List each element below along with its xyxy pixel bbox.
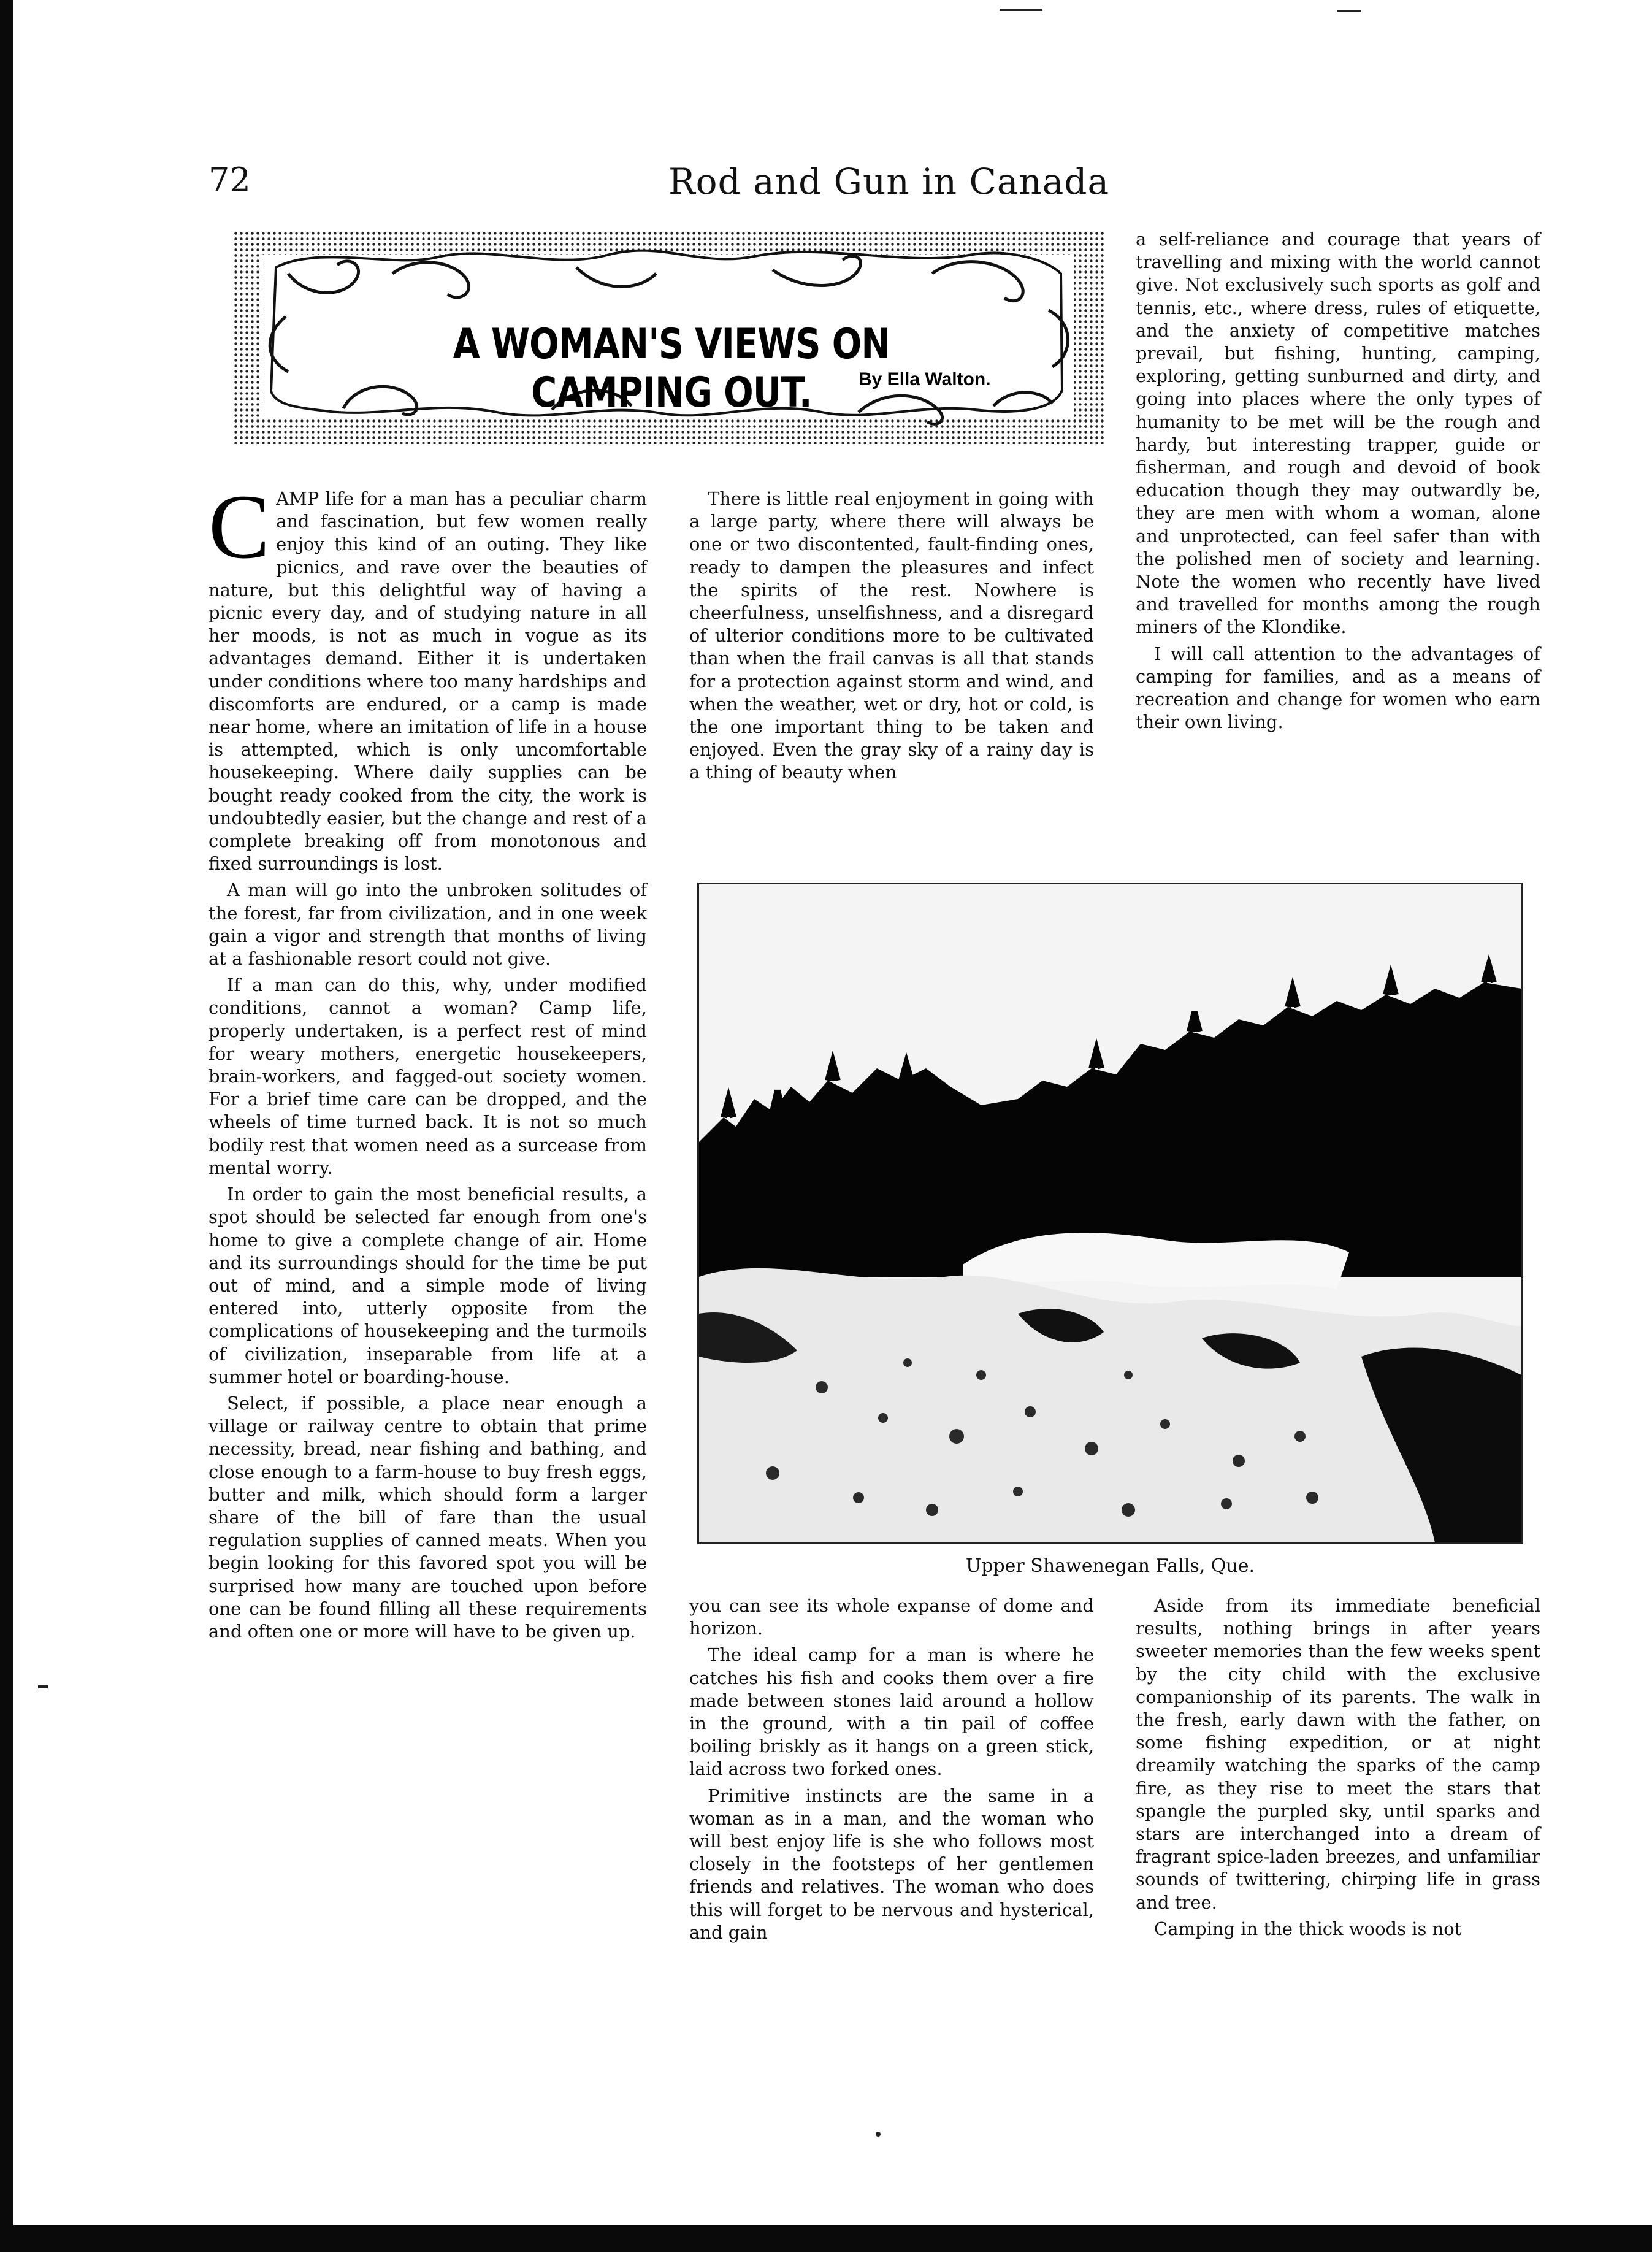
paragraph: Select, if possible, a place near enough a village or railway centre to obtain that prime necessity, bread, near fishing and bathing, and close enough to a farm-house to buy fresh eggs, butter and milk, which should form a larger share of the bill of fare than the usual regulation supplies of canned meats. When you begin looking for this favored spot you will be surprised how many are touched upon before one can be found filling all these requirements and often one or more will have to be given up. — [208, 1392, 647, 1642]
paragraph: Camping in the thick woods is not — [1154, 1918, 1462, 1939]
scan-left-border — [0, 0, 13, 2252]
paragraph: The ideal camp for a man is where he catches his fish and cooks them over a fire made between stones laid around a hollow in the ground, with a tin pail of coffee boiling briskly as it hangs on a green stick, laid across two forked ones. — [689, 1644, 1094, 1780]
running-title: Rod and Gun in Canada — [668, 161, 1110, 202]
column-3-top — [1136, 228, 1540, 737]
scan-bottom-border — [0, 2225, 1652, 2252]
photo-image — [699, 884, 1521, 1542]
paragraph: In order to gain the most beneficial results, a spot should be selected far enough from one's home to give a complete change of air. Home and its surroundings should for the time be put out of mind, and a simple mode of living entered into, utterly opposite from the complications of housekeeping and the turmoils of civilization, inseparable from life at a summer hotel or boarding-house. — [208, 1184, 647, 1387]
paragraph: If a man can do this, why, under modified conditions, cannot a woman? Camp life, properly undertaken, is a perfect rest of mind for weary mothers, energetic housekeepers, brain-workers, and fagged-out society women. For a brief time care can be dropped, and the wheels of time turned back. It is not so much bodily rest that women need as a surcease from mental worry. — [208, 975, 647, 1178]
paragraph: A man will go into the unbroken solitudes of the forest, far from civilization, and in one week gain a vigor and strength that months of living at a fashionable resort could not give. — [208, 879, 647, 970]
margin-mark — [38, 1685, 48, 1688]
title-banner — [233, 231, 1104, 444]
photo-caption: Upper Shawenegan Falls, Que. — [965, 1555, 1255, 1577]
paragraph: you can see its whole expanse of dome and horizon. — [689, 1595, 1094, 1639]
paragraph: a self-reliance and courage that years of travelling and mixing with the world cannot give. Not exclusively such sports as golf and tennis, etc., where dress, rules of etiquette, and the anxiety of competitive matches prevail, but fishing, hunting, camping, exploring, getting sunburned and dirty, and going into places where the only types of humanity to be met will be the rough and hardy, but interesting trapper, guide or fisherman, and rough and devoid of book education though they may outwardly be, they are men with whom a woman, alone and unprotected, can feel safer than with the polished men of society and learning. Note the women who recently have lived and travelled for months among the rough miners of the Klondike. — [1136, 229, 1540, 638]
column-1 — [208, 476, 647, 1647]
scan-mark — [1000, 9, 1042, 11]
article-title: A WOMAN'S VIEWS ON CAMPING OUT. — [453, 320, 890, 417]
column-3-bottom — [1136, 1595, 1540, 1944]
article-byline: By Ella Walton. — [859, 369, 991, 389]
paragraph — [208, 476, 647, 875]
paragraph-text: AMP life for a man has a peculiar charm and fascination, but few women really enjoy this kind of an outing. They like picnics, and rave over the beauties of nature, but this delightful way of having a picnic every day, and of studying nature in all her moods, is not as much in vogue as its advantages demand. Either it is undertaken under conditions where too many hardships and discomforts are endured, or a camp is made near home, where an imitation of life in a house is attempted, which is only uncomfortable housekeeping. Where daily supplies can be bought ready cooked from the city, the work is undoubtedly easier, but the change and rest of a complete breaking off from monotonous and fixed surroundings is lost. — [208, 488, 647, 875]
page-number: 72 — [208, 161, 251, 199]
margin-dot — [876, 2132, 881, 2137]
waterfall-photo — [697, 883, 1523, 1544]
drop-cap: C — [208, 476, 270, 578]
scan-mark — [1337, 10, 1361, 12]
paragraph: There is little real enjoyment in going with a large party, where there will always be one or two discontented, fault-finding ones, ready to dampen the pleasures and infect the spirits of the rest. Nowhere is cheerfulness, unselfishness, and a disregard of ulterior conditions more to be cultivated than when the frail canvas is all that stands for a protection against storm and wind, and when the weather, wet or dry, hot or cold, is the one important thing to be taken and enjoyed. Even the gray sky of a rainy day is a thing of beauty when — [689, 488, 1094, 783]
column-2-top — [689, 488, 1094, 788]
paragraph: I will call attention to the advantages of camping for families, and as a means of recreation and change for women who earn their own living. — [1136, 643, 1540, 733]
paragraph: Primitive instincts are the same in a woman as in a man, and the woman who will best enjoy life is she who follows most closely in the footsteps of her gentlemen friends and relatives. The woman who does this will forget to be nervous and hysterical, and gain — [689, 1785, 1094, 1943]
paragraph: Aside from its immediate beneficial results, nothing brings in after years sweeter memories than the few weeks spent by the city child with the exclusive companionship of its parents. The walk in the fresh, early dawn with the father, on some fishing expedition, or at night dreamily watching the sparks of the camp fire, as they rise to meet the stars that spangle the purpled sky, until sparks and stars are interchanged into a dream of fragrant spice-laden breezes, and unfamiliar sounds of twittering, chirping life in grass and tree. — [1136, 1595, 1540, 1913]
column-2-bottom — [689, 1595, 1094, 1948]
